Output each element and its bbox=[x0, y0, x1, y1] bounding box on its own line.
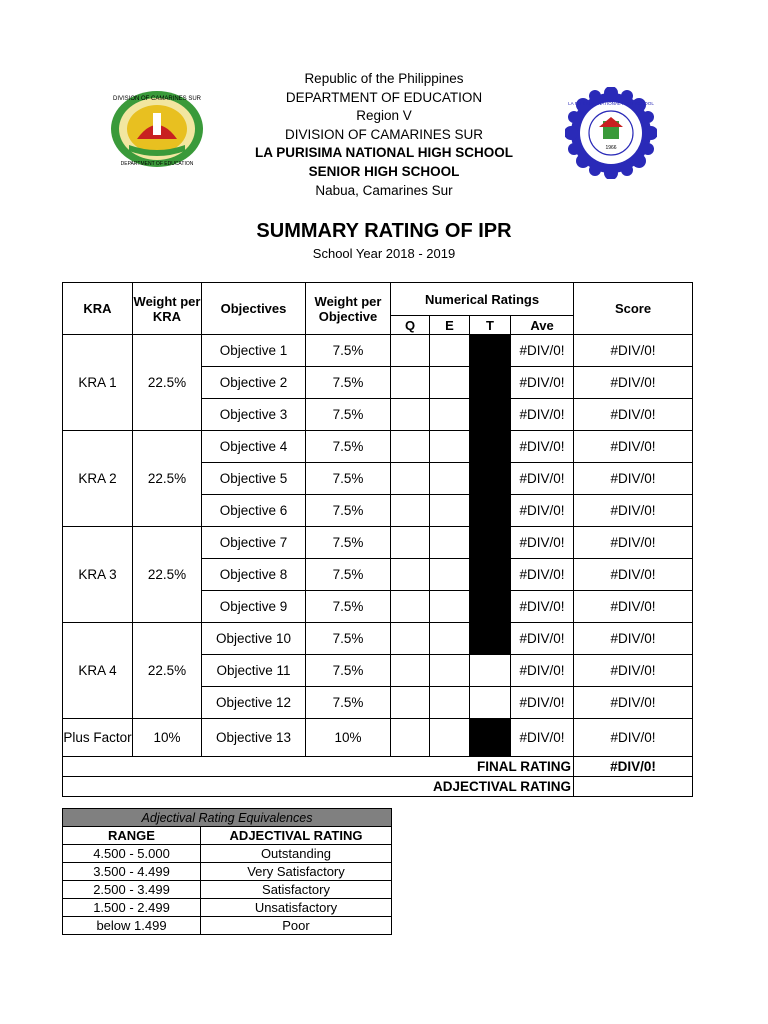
objective-cell: Objective 11 bbox=[202, 655, 306, 687]
header-range: RANGE bbox=[63, 827, 201, 845]
objective-weight-cell: 7.5% bbox=[306, 431, 391, 463]
plus-factor-weight: 10% bbox=[133, 719, 202, 757]
header-q: Q bbox=[391, 316, 430, 335]
objective-cell: Objective 2 bbox=[202, 367, 306, 399]
header-kra: KRA bbox=[63, 283, 133, 335]
objective-weight-cell: 7.5% bbox=[306, 495, 391, 527]
average-cell: #DIV/0! bbox=[511, 623, 574, 655]
rating-e-cell[interactable] bbox=[430, 655, 470, 687]
score-cell: #DIV/0! bbox=[574, 399, 693, 431]
objective-weight-cell: 7.5% bbox=[306, 687, 391, 719]
objective-weight-cell: 7.5% bbox=[306, 335, 391, 367]
adjectival-rating-label: ADJECTIVAL RATING bbox=[63, 777, 574, 797]
objective-cell: Objective 5 bbox=[202, 463, 306, 495]
header-t: T bbox=[470, 316, 511, 335]
rating-t-cell-blacked bbox=[470, 719, 511, 757]
score-cell: #DIV/0! bbox=[574, 719, 693, 757]
rating-q-cell[interactable] bbox=[391, 687, 430, 719]
rating-q-cell[interactable] bbox=[391, 655, 430, 687]
objective-weight-cell: 7.5% bbox=[306, 559, 391, 591]
average-cell: #DIV/0! bbox=[511, 463, 574, 495]
header-adjectival-rating: ADJECTIVAL RATING bbox=[201, 827, 392, 845]
kra-label: KRA 1 bbox=[63, 335, 133, 431]
logo-left-subtext: DEPARTMENT OF EDUCATION bbox=[120, 161, 194, 167]
department-line: DEPARTMENT OF EDUCATION bbox=[285, 89, 483, 105]
school-address: Nabua, Camarines Sur bbox=[315, 182, 453, 198]
kra-label: KRA 2 bbox=[63, 431, 133, 527]
objective-weight-cell: 10% bbox=[306, 719, 391, 757]
rating-cell: Very Satisfactory bbox=[201, 863, 392, 881]
objective-row bbox=[63, 335, 693, 367]
objective-weight-cell: 7.5% bbox=[306, 527, 391, 559]
rating-q-cell[interactable] bbox=[391, 495, 430, 527]
region-line: Region V bbox=[356, 108, 412, 124]
ipr-summary-table bbox=[62, 282, 693, 797]
rating-e-cell[interactable] bbox=[430, 495, 470, 527]
rating-t-cell-blacked bbox=[470, 335, 511, 367]
rating-q-cell[interactable] bbox=[391, 591, 430, 623]
rating-e-cell[interactable] bbox=[430, 719, 470, 757]
rating-t-cell-blacked bbox=[470, 623, 511, 655]
rating-q-cell[interactable] bbox=[391, 559, 430, 591]
rating-e-cell[interactable] bbox=[430, 367, 470, 399]
score-cell: #DIV/0! bbox=[574, 527, 693, 559]
rating-e-cell[interactable] bbox=[430, 335, 470, 367]
logo-right-year: 1966 bbox=[605, 145, 617, 151]
rating-e-cell[interactable] bbox=[430, 687, 470, 719]
rating-t-cell-blacked bbox=[470, 495, 511, 527]
rating-cell: Unsatisfactory bbox=[201, 899, 392, 917]
kra-weight: 22.5% bbox=[133, 527, 202, 623]
average-cell: #DIV/0! bbox=[511, 399, 574, 431]
rating-q-cell[interactable] bbox=[391, 367, 430, 399]
rating-e-cell[interactable] bbox=[430, 623, 470, 655]
kra-label: KRA 4 bbox=[63, 623, 133, 719]
page-title: SUMMARY RATING OF IPR bbox=[256, 220, 512, 242]
header-ave: Ave bbox=[511, 316, 574, 335]
average-cell: #DIV/0! bbox=[511, 367, 574, 399]
plus-factor-row bbox=[63, 719, 693, 757]
objective-cell: Objective 3 bbox=[202, 399, 306, 431]
final-rating-value: #DIV/0! bbox=[574, 757, 693, 777]
objective-cell: Objective 7 bbox=[202, 527, 306, 559]
objective-cell: Objective 8 bbox=[202, 559, 306, 591]
average-cell: #DIV/0! bbox=[511, 655, 574, 687]
equivalence-row bbox=[63, 917, 392, 935]
objective-row bbox=[63, 431, 693, 463]
rating-e-cell[interactable] bbox=[430, 559, 470, 591]
objective-cell: Objective 13 bbox=[202, 719, 306, 757]
objective-cell: Objective 6 bbox=[202, 495, 306, 527]
range-cell: 1.500 - 2.499 bbox=[63, 899, 201, 917]
objective-cell: Objective 12 bbox=[202, 687, 306, 719]
rating-q-cell[interactable] bbox=[391, 719, 430, 757]
equivalence-row bbox=[63, 899, 392, 917]
range-cell: 2.500 - 3.499 bbox=[63, 881, 201, 899]
adjectival-rating-value[interactable] bbox=[574, 777, 693, 797]
average-cell: #DIV/0! bbox=[511, 559, 574, 591]
rating-e-cell[interactable] bbox=[430, 399, 470, 431]
equivalence-row bbox=[63, 863, 392, 881]
rating-e-cell[interactable] bbox=[430, 527, 470, 559]
average-cell: #DIV/0! bbox=[511, 527, 574, 559]
final-rating-row bbox=[63, 757, 693, 777]
header-numerical-ratings: Numerical Ratings bbox=[391, 283, 574, 316]
letterhead bbox=[0, 70, 768, 200]
objective-cell: Objective 10 bbox=[202, 623, 306, 655]
rating-t-cell-blacked bbox=[470, 399, 511, 431]
rating-e-cell[interactable] bbox=[430, 463, 470, 495]
school-name: LA PURISIMA NATIONAL HIGH SCHOOL bbox=[255, 145, 513, 161]
objective-cell: Objective 9 bbox=[202, 591, 306, 623]
final-rating-label: FINAL RATING bbox=[63, 757, 574, 777]
objective-weight-cell: 7.5% bbox=[306, 623, 391, 655]
score-cell: #DIV/0! bbox=[574, 687, 693, 719]
logo-right-text: LA PURISIMA NATIONAL HIGH SCHOOL bbox=[568, 101, 654, 106]
rating-t-cell-blacked bbox=[470, 367, 511, 399]
range-cell: 4.500 - 5.000 bbox=[63, 845, 201, 863]
score-cell: #DIV/0! bbox=[574, 431, 693, 463]
equivalences-caption: Adjectival Rating Equivalences bbox=[63, 809, 392, 827]
rating-t-cell-blacked bbox=[470, 527, 511, 559]
average-cell: #DIV/0! bbox=[511, 431, 574, 463]
objective-cell: Objective 1 bbox=[202, 335, 306, 367]
header-e: E bbox=[430, 316, 470, 335]
rating-t-cell[interactable] bbox=[470, 687, 511, 719]
objective-weight-cell: 7.5% bbox=[306, 463, 391, 495]
kra-weight: 22.5% bbox=[133, 431, 202, 527]
score-cell: #DIV/0! bbox=[574, 559, 693, 591]
rating-t-cell-blacked bbox=[470, 431, 511, 463]
header-weight-objective: Weight per Objective bbox=[306, 283, 391, 335]
adjectival-equivalences-table bbox=[62, 808, 392, 935]
rating-cell: Satisfactory bbox=[201, 881, 392, 899]
objective-weight-cell: 7.5% bbox=[306, 367, 391, 399]
objective-weight-cell: 7.5% bbox=[306, 399, 391, 431]
score-cell: #DIV/0! bbox=[574, 367, 693, 399]
rating-t-cell-blacked bbox=[470, 463, 511, 495]
school-department: SENIOR HIGH SCHOOL bbox=[308, 163, 460, 179]
average-cell: #DIV/0! bbox=[511, 335, 574, 367]
rating-e-cell[interactable] bbox=[430, 431, 470, 463]
rating-q-cell[interactable] bbox=[391, 623, 430, 655]
average-cell: #DIV/0! bbox=[511, 591, 574, 623]
score-cell: #DIV/0! bbox=[574, 623, 693, 655]
score-cell: #DIV/0! bbox=[574, 495, 693, 527]
header-score: Score bbox=[574, 283, 693, 335]
rating-q-cell[interactable] bbox=[391, 527, 430, 559]
equivalence-row bbox=[63, 881, 392, 899]
school-year: School Year 2018 - 2019 bbox=[312, 246, 456, 261]
objective-row bbox=[63, 623, 693, 655]
score-cell: #DIV/0! bbox=[574, 335, 693, 367]
objective-weight-cell: 7.5% bbox=[306, 655, 391, 687]
average-cell: #DIV/0! bbox=[511, 719, 574, 757]
rating-t-cell[interactable] bbox=[470, 655, 511, 687]
rating-q-cell[interactable] bbox=[391, 399, 430, 431]
range-cell: below 1.499 bbox=[63, 917, 201, 935]
kra-weight: 22.5% bbox=[133, 335, 202, 431]
objective-weight-cell: 7.5% bbox=[306, 591, 391, 623]
rating-t-cell-blacked bbox=[470, 591, 511, 623]
score-cell: #DIV/0! bbox=[574, 463, 693, 495]
average-cell: #DIV/0! bbox=[511, 687, 574, 719]
rating-q-cell[interactable] bbox=[391, 431, 430, 463]
objective-cell: Objective 4 bbox=[202, 431, 306, 463]
rating-t-cell-blacked bbox=[470, 559, 511, 591]
objective-row bbox=[63, 527, 693, 559]
kra-body bbox=[63, 335, 693, 719]
range-cell: 3.500 - 4.499 bbox=[63, 863, 201, 881]
plus-factor-label: Plus Factor bbox=[63, 719, 133, 757]
header-objectives: Objectives bbox=[202, 283, 306, 335]
rating-e-cell[interactable] bbox=[430, 591, 470, 623]
kra-weight: 22.5% bbox=[133, 623, 202, 719]
average-cell: #DIV/0! bbox=[511, 495, 574, 527]
score-cell: #DIV/0! bbox=[574, 655, 693, 687]
kra-label: KRA 3 bbox=[63, 527, 133, 623]
country-line: Republic of the Philippines bbox=[304, 71, 464, 86]
rating-q-cell[interactable] bbox=[391, 335, 430, 367]
equivalence-row bbox=[63, 845, 392, 863]
adjectival-rating-row bbox=[63, 777, 693, 797]
header-weight-kra: Weight per KRA bbox=[133, 283, 202, 335]
division-line: DIVISION OF CAMARINES SUR bbox=[284, 126, 484, 142]
rating-cell: Outstanding bbox=[201, 845, 392, 863]
rating-q-cell[interactable] bbox=[391, 463, 430, 495]
score-cell: #DIV/0! bbox=[574, 591, 693, 623]
rating-cell: Poor bbox=[201, 917, 392, 935]
equivalences-body bbox=[63, 845, 392, 935]
logo-left-text: DIVISION OF CAMARINES SUR bbox=[112, 96, 202, 102]
